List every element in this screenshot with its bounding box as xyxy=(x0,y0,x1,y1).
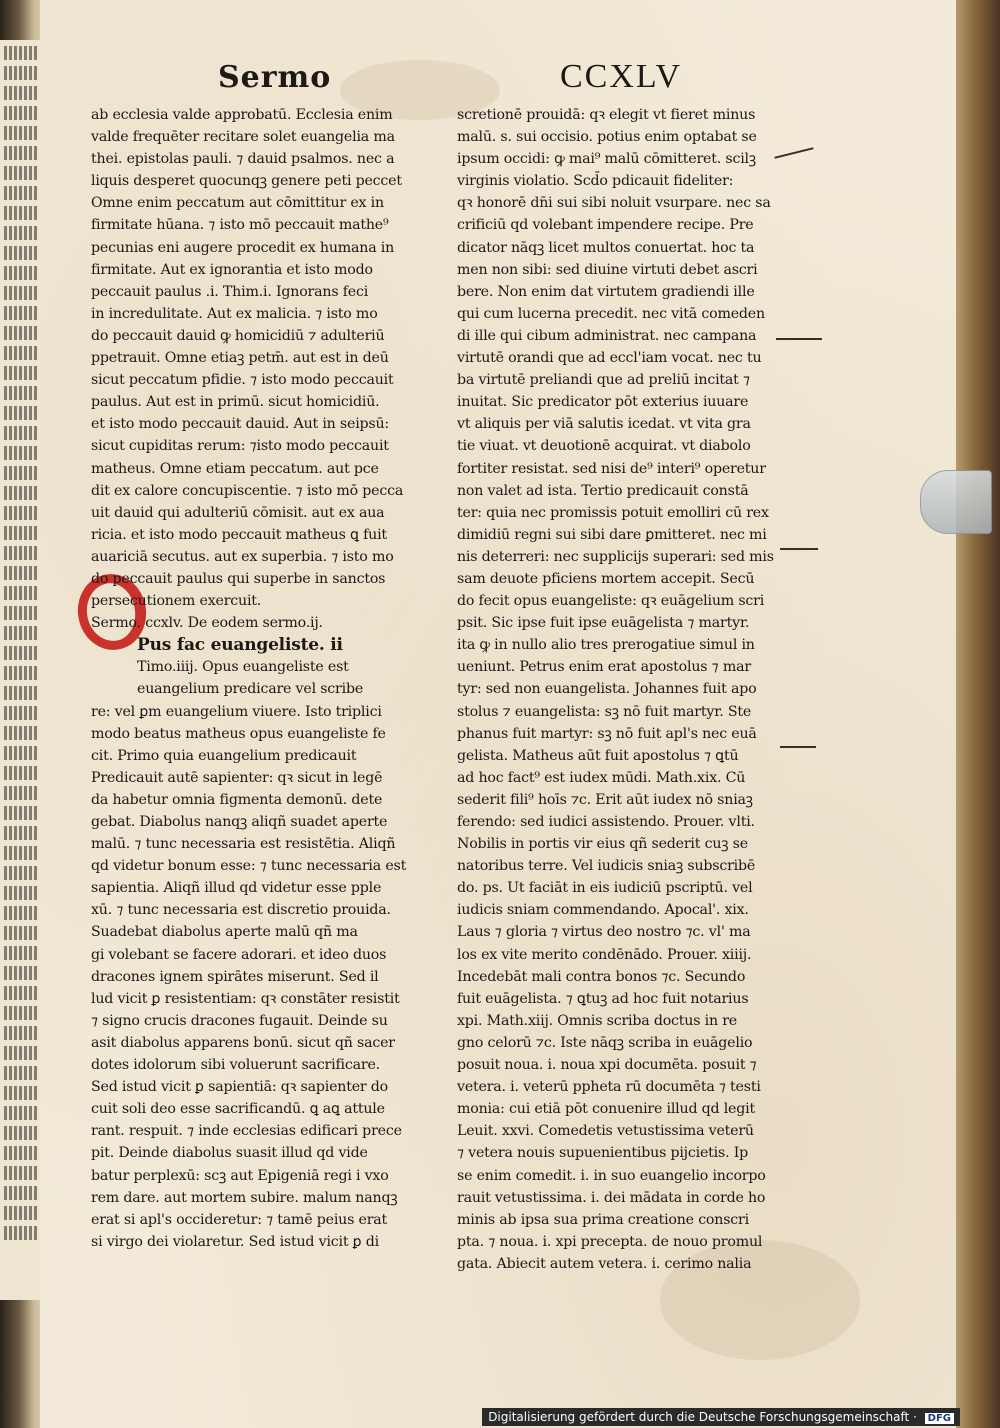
text-line: thei. epistolas pauli. ⁊ dauid psalmos. nec a xyxy=(91,151,395,168)
text-line: ⁊ vetera nouis supuenientibus pijcietis. Ip xyxy=(457,1145,748,1162)
text-line: ba virtutē preliandi que ad preliū incitat ⁊ xyxy=(457,372,750,389)
previous-page-text-ghost xyxy=(4,726,38,740)
text-line: dicator nāqꝫ licet multos conuertat. hoc ta xyxy=(457,239,755,256)
previous-page-text-ghost xyxy=(4,1046,38,1060)
text-line: ferendo: sed iudici assistendo. Prouer. vlti. xyxy=(457,814,755,830)
previous-page-text-ghost xyxy=(4,646,38,660)
text-line: do peccauit paulus qui superbe in sanctos xyxy=(91,570,386,587)
previous-page-text-ghost xyxy=(4,1026,38,1040)
text-line: tyr: sed non euangelista. Johannes fuit apo xyxy=(457,681,757,698)
text-line: qꝛ honorē dn̄i sui sibi noluit vsurpare. nec sa xyxy=(457,195,771,212)
text-line: sam deuote pficiens mortem accepit. Secū xyxy=(457,570,755,587)
previous-page-text-ghost xyxy=(4,586,38,600)
previous-page-text-ghost xyxy=(4,86,38,100)
text-line: gata. Abiecit autem vetera. i. cerimo nalia xyxy=(457,1255,752,1272)
text-line: Leuit. xxvi. Comedetis vetustissima veterū xyxy=(457,1123,754,1140)
previous-page-text-ghost xyxy=(4,1226,38,1240)
text-line: si virgo dei violaretur. Sed istud vicit ꝑ di xyxy=(91,1233,380,1250)
text-line: monia: cui etiā pōt conuenire illud qd legit xyxy=(457,1101,755,1118)
text-line: gebat. Diabolus nanqꝫ aliqñ suadet aperte xyxy=(91,814,388,830)
text-line: nis deterreri: nec supplicijs superari: sed mis xyxy=(457,548,774,565)
text-line: sapientia. Aliqñ illud qd videtur esse pple xyxy=(91,880,382,897)
initial-letter xyxy=(82,588,83,589)
text-line: virginis violatio. Scd̄o pdicauit fideliter: xyxy=(457,173,734,190)
text-line: euangelium predicare vel scribe xyxy=(137,681,364,698)
text-line: Incedebāt mali contra bonos ⁊c. Secundo xyxy=(457,968,746,985)
previous-page-text-ghost xyxy=(4,386,38,400)
previous-page-text-ghost xyxy=(4,446,38,460)
text-line: stolus ⁊ euangelista: sꝫ nō fuit martyr. Ste xyxy=(457,703,752,720)
text-line: valde frequēter recitare solet euangelia ma xyxy=(91,129,395,146)
text-line: batur perplexū: scꝫ aut Epigeniā regi i vxo xyxy=(91,1167,389,1184)
previous-page-text-ghost xyxy=(4,526,38,540)
text-line: los ex vite merito condēnādo. Prouer. xiiij. xyxy=(457,946,752,963)
text-line: rant. respuit. ⁊ inde ecclesias edificari prece xyxy=(91,1123,402,1140)
previous-page-text-ghost xyxy=(4,626,38,640)
previous-page-text-ghost xyxy=(4,546,38,560)
text-line: Omne enim peccatum aut cōmittitur ex in xyxy=(91,195,384,212)
text-line: Sed istud vicit ꝑ sapientiā: qꝛ sapienter do xyxy=(91,1079,389,1096)
margin-mark xyxy=(780,746,816,748)
text-line: scretionē prouidā: qꝛ elegit vt fieret minus xyxy=(457,107,756,123)
book-fore-edge xyxy=(956,0,1000,1428)
text-line: Sermo. ccxlv. De eodem sermo.ij. xyxy=(91,615,323,632)
text-line: malū. ⁊ tunc necessaria est resistētia. Aliqñ xyxy=(91,836,396,853)
previous-page-text-ghost xyxy=(4,226,38,240)
previous-page-text-ghost xyxy=(4,846,38,860)
text-line: bere. Non enim dat virtutem gradiendi ille xyxy=(457,283,755,300)
previous-page-text-ghost xyxy=(4,106,38,120)
book-page xyxy=(40,0,960,1428)
page-header xyxy=(40,58,960,98)
text-line: sicut peccatum pfidie. ⁊ isto modo peccauit xyxy=(91,372,394,389)
text-line: asit diabolus apparens bonū. sicut qñ sacer xyxy=(91,1034,395,1051)
text-line: pta. ⁊ noua. i. xpi precepta. de nouo promul xyxy=(457,1233,763,1250)
previous-page-text-ghost xyxy=(4,1006,38,1020)
text-line: do. ps. Ut faciāt in eis iudiciū pscriptū. vel xyxy=(457,880,753,897)
previous-page-text-ghost xyxy=(4,206,38,220)
previous-page-text-ghost xyxy=(4,826,38,840)
text-line: Suadebat diabolus aperte malū qñ ma xyxy=(91,924,358,941)
text-line: do fecit opus euangeliste: qꝛ euāgelium scri xyxy=(457,593,765,610)
previous-page-text-ghost xyxy=(4,1086,38,1100)
previous-page-text-ghost xyxy=(4,866,38,880)
text-line: tie viuat. vt deuotionē acquirat. vt diabolo xyxy=(457,438,751,455)
text-line: et isto modo peccauit dauid. Aut in seipsū: xyxy=(91,416,390,433)
text-line: sicut cupiditas rerum: ⁊isto modo peccauit xyxy=(91,438,389,455)
previous-page-text-ghost xyxy=(4,406,38,420)
previous-page-text-ghost xyxy=(4,326,38,340)
text-line: liquis desperet quocunqꝫ genere peti peccet xyxy=(91,173,402,190)
previous-page-text-ghost xyxy=(4,186,38,200)
previous-page-text-ghost xyxy=(4,126,38,140)
text-line: minis ab ipsa sua prima creatione conscri xyxy=(457,1211,749,1228)
text-column-right xyxy=(457,104,809,1275)
dfg-logo: DFG xyxy=(925,1413,954,1424)
text-line: gi volebant se facere adorari. et ideo duos xyxy=(91,946,387,963)
text-line: vt aliquis per viā salutis icedat. vt vita gra xyxy=(457,416,751,433)
text-line: se enim comedit. i. in suo euangelio incorpo xyxy=(457,1167,766,1184)
previous-page-text-ghost xyxy=(4,66,38,80)
text-line: dit ex calore concupiscentie. ⁊ isto mō pecca xyxy=(91,482,404,499)
digitization-credit xyxy=(482,1408,960,1426)
previous-page-text-ghost xyxy=(4,906,38,920)
text-line: phanus fuit martyr: sꝫ nō fuit apl's nec euā xyxy=(457,725,757,742)
text-line: rem dare. aut mortem subire. malum nanqꝫ xyxy=(91,1189,398,1206)
previous-page-text-ghost xyxy=(4,486,38,500)
previous-page-text-ghost xyxy=(4,986,38,1000)
previous-page-text-ghost xyxy=(4,46,38,60)
previous-page-text-ghost xyxy=(4,146,38,160)
previous-page-text-ghost xyxy=(4,266,38,280)
text-line: ita ꝙ in nullo alio tres prerogatiue simul in xyxy=(457,637,755,654)
previous-page-text-ghost xyxy=(4,926,38,940)
previous-page-text-ghost xyxy=(4,806,38,820)
text-line: gno celorū ⁊c. Iste nāqꝫ scriba in euāgelio xyxy=(457,1034,753,1051)
text-line: posuit noua. i. noua xpi documēta. posuit ⁊ xyxy=(457,1057,757,1074)
text-line: qd videtur bonum esse: ⁊ tunc necessaria est xyxy=(91,858,407,875)
previous-page-text-ghost xyxy=(4,166,38,180)
previous-page-text-ghost xyxy=(4,346,38,360)
running-head: Sermo xyxy=(218,60,332,95)
credit-text: Digitalisierung gefördert durch die Deutsche Forschungsgemeinschaft · xyxy=(488,1410,917,1424)
text-line: do peccauit dauid ꝙ homicidiū ⁊ adulteriū xyxy=(91,327,385,344)
text-line: cit. Primo quia euangelium predicauit xyxy=(91,747,357,764)
previous-page-text-ghost xyxy=(4,506,38,520)
previous-page-text-ghost xyxy=(4,766,38,780)
text-line: ter: quia nec promissis potuit emolliri cū rex xyxy=(457,504,769,521)
previous-page-text-ghost xyxy=(4,426,38,440)
text-line: dotes idolorum sibi voluerunt sacrificare. xyxy=(91,1057,380,1074)
previous-page-text-ghost xyxy=(4,786,38,800)
previous-page-text-ghost xyxy=(4,566,38,580)
text-line: fuit euāgelista. ⁊ ꝗtuꝫ ad hoc fuit notarius xyxy=(457,990,749,1007)
text-line: ab ecclesia valde approbatū. Ecclesia enim xyxy=(91,107,393,123)
text-line: sederit fili⁹ hoīs ⁊c. Erit aūt iudex nō sniaꝫ xyxy=(457,791,753,808)
text-line: dracones ignem spirātes miserunt. Sed il xyxy=(91,968,379,985)
text-line: cuit soli deo esse sacrificandū. ꝗ aꝗ attule xyxy=(91,1101,385,1118)
text-line: in incredulitate. Aut ex malicia. ⁊ isto mo xyxy=(91,305,378,322)
text-line: men non sibi: sed diuine virtuti debet ascri xyxy=(457,261,758,278)
text-line: malū. s. sui occisio. potius enim optabat se xyxy=(457,129,757,146)
margin-mark xyxy=(780,548,818,550)
text-line: paulus. Aut est in primū. sicut homicidiū. xyxy=(91,394,380,411)
previous-page-text-ghost xyxy=(4,466,38,480)
text-line: non valet ad ista. Tertio predicauit constā xyxy=(457,482,749,499)
previous-page-text-ghost xyxy=(4,1166,38,1180)
text-line: qui cum lucerna precedit. nec vitā comeden xyxy=(457,305,765,322)
previous-page-text-ghost xyxy=(4,706,38,720)
text-line: xpi. Math.xiij. Omnis scriba doctus in re xyxy=(457,1012,737,1029)
text-line: gelista. Matheus aūt fuit apostolus ⁊ ꝗtū xyxy=(457,747,739,764)
previous-page-text-ghost xyxy=(4,1146,38,1160)
text-line: ppetrauit. Omne etiaꝫ petm̄. aut est in deū xyxy=(91,350,389,367)
previous-page-text-ghost xyxy=(4,1106,38,1120)
text-line: dimidiū regni sui sibi dare ꝑmitteret. nec mi xyxy=(457,526,767,543)
previous-page-text-ghost xyxy=(4,666,38,680)
text-line: vetera. i. veterū ppheta rū documēta ⁊ testi xyxy=(457,1079,761,1096)
previous-page-text-ghost xyxy=(4,606,38,620)
text-line: Nobilis in portis vir eius qñ sederit cuꝫ se xyxy=(457,836,748,853)
text-line: re: vel ꝑm euangelium viuere. Isto triplici xyxy=(91,703,382,720)
text-line: ricia. et isto modo peccauit matheus ꝗ fuit xyxy=(91,526,387,543)
text-line: crificiū qd volebant impendere recipe. Pre xyxy=(457,217,754,234)
previous-page-text-ghost xyxy=(4,246,38,260)
previous-page-text-ghost xyxy=(4,306,38,320)
text-line: xū. ⁊ tunc necessaria est discretio prouida. xyxy=(91,902,391,919)
text-line: pecunias eni augere procedit ex humana in xyxy=(91,239,395,256)
text-line: ipsum occidi: ꝙ mai⁹ malū cōmitteret. scilꝫ xyxy=(457,151,756,168)
previous-page-text-ghost xyxy=(4,746,38,760)
text-line: ueniunt. Petrus enim erat apostolus ⁊ mar xyxy=(457,659,751,676)
text-line: lud vicit ꝑ resistentiam: qꝛ constāter resistit xyxy=(91,990,400,1007)
page-clip xyxy=(920,470,992,534)
text-line: Laus ⁊ gloria ⁊ virtus deo nostro ⁊c. vl' ma xyxy=(457,924,751,941)
text-line: iudicis sniam commendando. Apocal'. xix. xyxy=(457,902,749,919)
text-line: inuitat. Sic predicator pōt exterius iuuare xyxy=(457,394,749,411)
text-line: persecutionem exercuit. xyxy=(91,593,262,610)
previous-page-text-ghost xyxy=(4,1186,38,1200)
text-line: di ille qui cibum administrat. nec campana xyxy=(457,327,757,344)
text-line: matheus. Omne etiam peccatum. aut pce xyxy=(91,460,379,477)
text-line: peccauit paulus .i. Thim.i. Ignorans feci xyxy=(91,283,369,300)
text-line: pit. Deinde diabolus suasit illud qd vide xyxy=(91,1145,368,1162)
folio-number: CCXLV xyxy=(560,58,683,95)
previous-page-text-ghost xyxy=(4,366,38,380)
text-line: rauit vetustissima. i. dei mādata in corde ho xyxy=(457,1189,766,1206)
text-line: fortiter resistat. sed nisi de⁹ interi⁹ operetur xyxy=(457,460,766,477)
text-line: Pus fac euangeliste. ii xyxy=(137,635,343,656)
previous-page-text-ghost xyxy=(4,1126,38,1140)
text-line: firmitate. Aut ex ignorantia et isto modo xyxy=(91,261,373,278)
text-line: Predicauit autē sapienter: qꝛ sicut in legē xyxy=(91,769,383,786)
previous-page-text-ghost xyxy=(4,686,38,700)
previous-page-text-ghost xyxy=(4,886,38,900)
previous-page-text-ghost xyxy=(4,1206,38,1220)
text-line: ⁊ signo crucis dracones fugauit. Deinde su xyxy=(91,1012,388,1029)
text-line: auariciā secutus. aut ex superbia. ⁊ isto mo xyxy=(91,548,394,565)
text-line: natoribus terre. Vel iudicis sniaꝫ subscribē xyxy=(457,858,756,875)
previous-page-text-ghost xyxy=(4,946,38,960)
previous-page-text-ghost xyxy=(4,966,38,980)
text-line: Timo.iiij. Opus euangeliste est xyxy=(137,659,349,676)
text-line: modo beatus matheus opus euangeliste fe xyxy=(91,725,386,742)
text-line: uit dauid qui adulteriū cōmisit. aut ex aua xyxy=(91,504,385,521)
previous-page-text-ghost xyxy=(4,1066,38,1080)
text-column-left xyxy=(91,104,443,1253)
text-line: virtutē orandi que ad eccl'iam vocat. nec tu xyxy=(457,350,762,367)
text-line: da habetur omnia figmenta demonū. dete xyxy=(91,791,383,808)
previous-page-text-ghost xyxy=(4,286,38,300)
text-line: ad hoc fact⁹ est iudex mūdi. Math.xix. Cū xyxy=(457,769,746,786)
text-line: firmitate hūana. ⁊ isto mō peccauit mathe⁹ xyxy=(91,217,389,234)
previous-page-edge xyxy=(0,40,43,1300)
margin-mark xyxy=(776,338,822,340)
text-line: erat si apl's occideretur: ⁊ tamē peius erat xyxy=(91,1211,388,1228)
text-line: psit. Sic ipse fuit ipse euāgelista ⁊ martyr. xyxy=(457,615,750,632)
